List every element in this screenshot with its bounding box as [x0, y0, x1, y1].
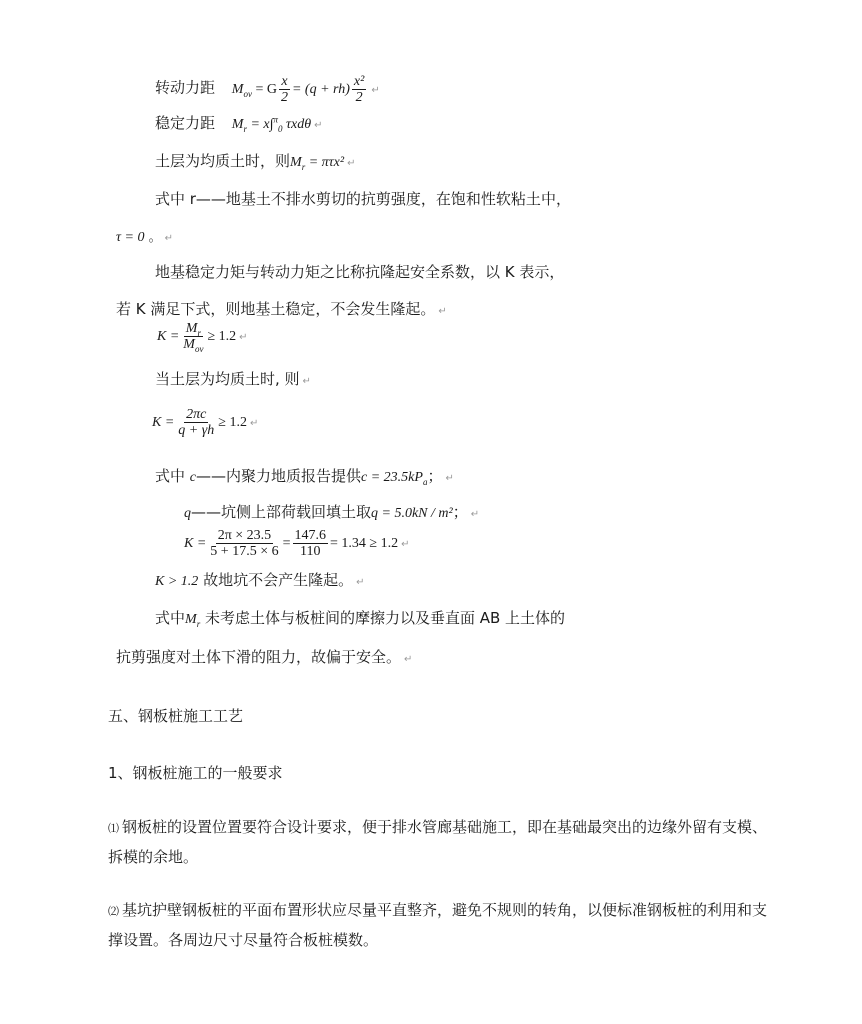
formula: K = $\frac{2\pi c}{q + \gamma h}$ ≥ 1.2 [152, 407, 247, 439]
fraction: $\frac{\text{x²}}{2}$ [353, 74, 365, 105]
return-mark: ↵ [347, 158, 356, 169]
section-heading: 五、钢板桩施工工艺 [108, 707, 244, 725]
text-line: 若 K 满足下式，则地基土稳定，不会发生隆起。 ↵ [116, 300, 447, 318]
formula-line [152, 404, 258, 441]
formula: $M_r = x\int^\pi_0$ τxdθ [231, 114, 312, 134]
return-mark: ↵ [249, 418, 259, 429]
fraction: $\frac{M_r}{M_{ov}}$ [183, 321, 204, 355]
text-line: 抗剪强度对土体下滑的阻力，故偏于安全。 ↵ [116, 648, 413, 666]
paragraph-1: ⑴ 钢板桩的设置位置要符合设计要求，便于排水管廊基础施工，即在基础最突出的边缘外留有支模、拆模的余地。 [108, 818, 768, 866]
paragraph-2: ⑵ 基坑护壁钢板桩的平面布置形状应尽量平直整齐，避免不规则的转角，以便标准钢板桩的利用和支撑设置。各周边尺寸尽量符合板桩模数。 [108, 901, 768, 949]
formula: $M_r = \pi\tau x^2$ [290, 155, 345, 172]
return-mark: ↵ [314, 120, 323, 131]
formula: $c = 23.5kP_a$ [361, 470, 428, 487]
label: 转动力距 [155, 78, 216, 97]
return-mark: ↵ [470, 509, 480, 520]
text-line: 式中$M_r$ 未考虑土体与板桩间的摩擦力以及垂直面 AB 上土体的 [155, 609, 566, 629]
formula-line [157, 320, 248, 353]
text-line: K > 1.2 故地坑不会产生隆起。 ↵ [155, 571, 365, 589]
return-mark: ↵ [164, 233, 173, 244]
return-mark: ↵ [438, 306, 447, 317]
return-mark: ↵ [239, 332, 248, 343]
return-mark: ↵ [356, 577, 365, 588]
formula: K = $\frac{M_r}{M_{ov}}$ ≥ 1.2 [157, 321, 237, 355]
text-line: 地基稳定力矩与转动力矩之比称抗隆起安全系数，以 K 表示， [155, 263, 565, 281]
formula: K = $\frac{2\pi \times 23.5}{5 + 17.5 \times 6}$ = $\frac{147.6}{110}$ = 1.34 ≥ 1.2 [184, 528, 399, 560]
text-line: q——坑侧上部荷载回填土取q = 5.0kN / m²； ↵ [184, 503, 480, 521]
text-line: τ = 0 。 ↵ [116, 230, 173, 245]
return-mark: ↵ [404, 654, 413, 665]
return-mark: ↵ [401, 539, 410, 550]
fraction: $\frac{2\pi \times 23.5}{5 + 17.5 \times 6}$ [210, 528, 279, 560]
label: 稳定力距 [155, 114, 216, 132]
overturning-moment-line [155, 74, 380, 105]
text-line: 土层为均质土时，则$M_r = \pi\tau x^2$ ↵ [155, 152, 356, 172]
text-line: 式中 r——地基土不排水剪切的抗剪强度，在饱和性软粘土中， [155, 190, 571, 208]
formula: $M_r$ [185, 612, 201, 629]
text-line: 当土层为均质土时, 则 ↵ [155, 370, 311, 388]
return-mark: ↵ [371, 84, 380, 96]
stabilizing-moment-line [155, 113, 323, 136]
return-mark: ↵ [302, 376, 311, 387]
return-mark: ↵ [445, 473, 454, 484]
fraction: $\frac{2\pi c}{q + \gamma h}$ [178, 407, 215, 439]
formula: $M_{ov} = G$ $\frac{x}{2}$ = (q + rh) $\frac{\text{x²}}{2}$ [231, 74, 365, 105]
formula-line [184, 525, 409, 562]
text-line: 式中 c——内聚力地质报告提供$c = 23.5kP_a$； ↵ [155, 467, 454, 487]
subsection-heading: 1、钢板桩施工的一般要求 [108, 764, 283, 782]
fraction: $\frac{147.6}{110}$ [294, 528, 326, 560]
fraction: $\frac{x}{2}$ [280, 74, 288, 105]
